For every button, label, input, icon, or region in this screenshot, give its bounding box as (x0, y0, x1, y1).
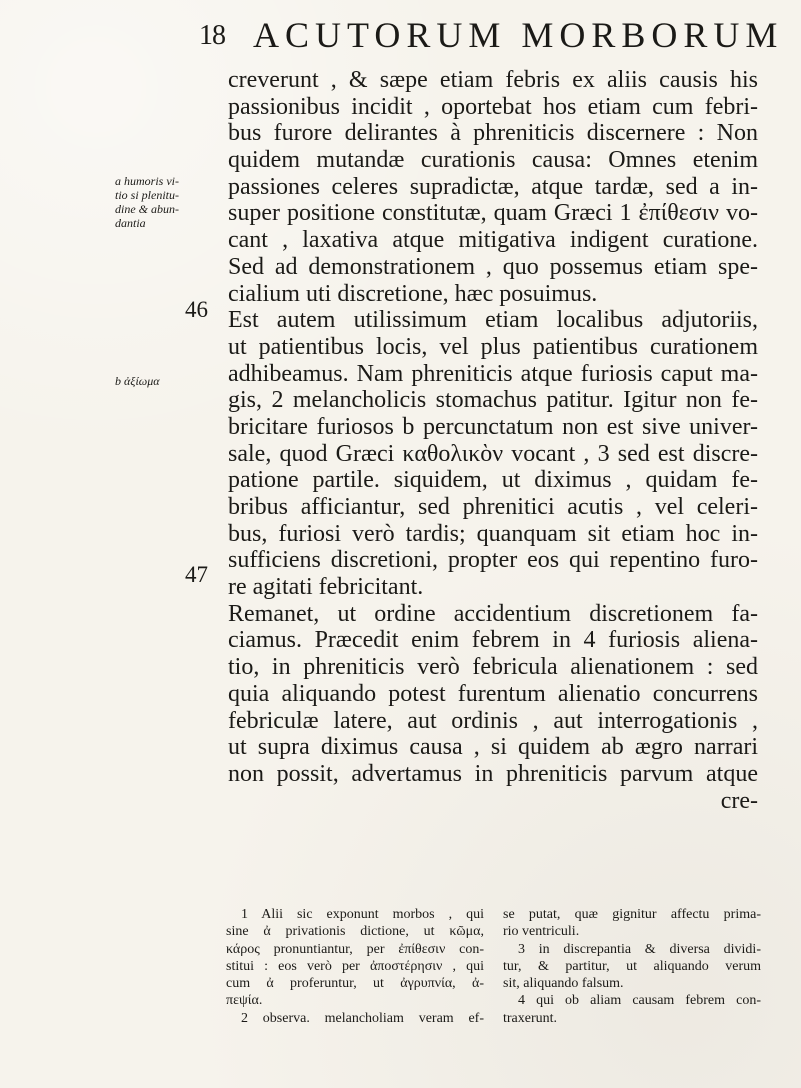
body-line-8: Sed ad demonstrationem , quo possemus etiam spe- (228, 253, 758, 280)
body-line-14: bricitare furiosos b percunctatum non est sive univer- (228, 413, 758, 440)
footnote-right-line-6: 4 qui ob aliam causam febrem con- (518, 993, 761, 1009)
footnote-left-line-5: cum ἀ proferuntur, ut ἀγρυπνία, ἀ- (226, 976, 484, 992)
body-line-15: sale, quod Græci καθολικὸν vocant , 3 sed est discre- (228, 440, 758, 467)
body-line-7: cant , laxativa atque mitigativa indigent curatione. (228, 227, 758, 254)
body-line-11: ut patientibus locis, vel plus patientibus curationem (228, 333, 758, 360)
body-line-6: super positione constitutæ, quam Græci 1 ἐπίθεσιν vo- (228, 200, 758, 227)
footnote-left-line-3: κάρος pronuntiantur, per ἐπίθεσιν con- (226, 941, 484, 957)
body-line-23: tio, in phreniticis verò febricula alienationem : sed (228, 654, 758, 681)
footnote-right-line-7: traxerunt. (503, 1010, 558, 1026)
body-line-9: cialium uti discretione, hæc posuimus. (228, 280, 598, 307)
section-number-47: 47 (185, 562, 208, 587)
body-line-12: adhibeamus. Nam phreniticis atque furiosis caput ma- (228, 360, 758, 387)
body-line-20: re agitati febricitant. (228, 574, 424, 601)
margin-note-a-line-1: a humoris vi- (115, 174, 179, 188)
footnote-left-line-6: πεψία. (226, 993, 263, 1009)
footnote-left-line-1: 1 Alii sic exponunt morbos , qui (241, 907, 484, 922)
footnote-right-line-2: rio ventriculi. (503, 924, 580, 940)
body-line-24: quia aliquando potest furentum alienatio concurrens (228, 680, 758, 707)
footnote-right-line-4: tur, & partitur, ut aliquando verum (503, 958, 761, 974)
footnote-right-line-5: sit, aliquando falsum. (503, 976, 624, 992)
body-line-22: ciamus. Præcedit enim febrem in 4 furiosis aliena- (228, 627, 758, 654)
body-line-13: gis, 2 melancholicis stomachus patitur. Igitur non fe- (228, 387, 758, 414)
section-number-46: 46 (185, 297, 208, 322)
footnote-left-line-7: 2 observa. melancholiam veram ef- (241, 1010, 484, 1026)
page-number: 18 (199, 20, 225, 51)
footnote-left-line-4: stitui : eos verò per ἀποστέρησιν , qui (226, 958, 484, 974)
running-title: ACUTORUM MORBORUM (253, 15, 784, 55)
body-line-1: creverunt , & sæpe etiam febris ex aliis causis his (228, 67, 758, 93)
body-line-19: sufficiens discretioni, propter eos qui repentino furo- (228, 547, 758, 574)
margin-note-a (115, 174, 179, 230)
margin-note-b: b ἀξίωμα (115, 374, 160, 388)
footnote-left-line-2: sine ἀ privationis dictione, ut κῶμα, (226, 924, 484, 940)
body-line-18: bus, furiosi verò tardis; quanquam sit etiam hoc in- (228, 520, 758, 547)
catchword: cre- (720, 787, 758, 814)
body-line-4: quidem mutandæ curationis causa: Omnes etenim (228, 147, 758, 174)
body-line-16: patione partile. siquidem, ut diximus , quidam fe- (228, 467, 758, 494)
margin-note-a-line-3: dine & abun- (115, 202, 179, 216)
footnote-right-line-3: 3 in discrepantia & diversa dividi- (518, 941, 761, 957)
margin-note-a-line-4: dantia (115, 216, 146, 230)
body-line-3: bus furore delirantes à phreniticis discernere : Non (228, 120, 758, 147)
body-line-2: passionibus incidit , oportebat hos etiam cum febri- (228, 93, 758, 120)
footnote-right-line-1: se putat, quæ gignitur affectu prima- (503, 907, 761, 922)
body-line-17: bribus afficiantur, sed phrenitici acutis , vel celeri- (228, 494, 758, 520)
footnotes-left-column (226, 906, 484, 1027)
main-text (228, 67, 758, 814)
body-line-21: Remanet, ut ordine accidentium discretionem fa- (228, 600, 758, 627)
page-header (199, 6, 784, 56)
body-line-5: passiones celeres supradictæ, atque tardæ, sed a in- (228, 173, 758, 200)
body-line-27: non possit, advertamus in phreniticis parvum atque (228, 760, 758, 787)
body-line-26: ut supra diximus causa , si quidem ab ægro narrari (228, 734, 758, 761)
footnotes-right-column (503, 906, 761, 1027)
body-line-10: Est autem utilissimum etiam localibus adjutoriis, (228, 307, 758, 334)
body-line-25: febriculæ latere, aut ordinis , aut interrogationis , (228, 707, 758, 734)
margin-note-a-line-2: tio si plenitu- (115, 188, 179, 202)
